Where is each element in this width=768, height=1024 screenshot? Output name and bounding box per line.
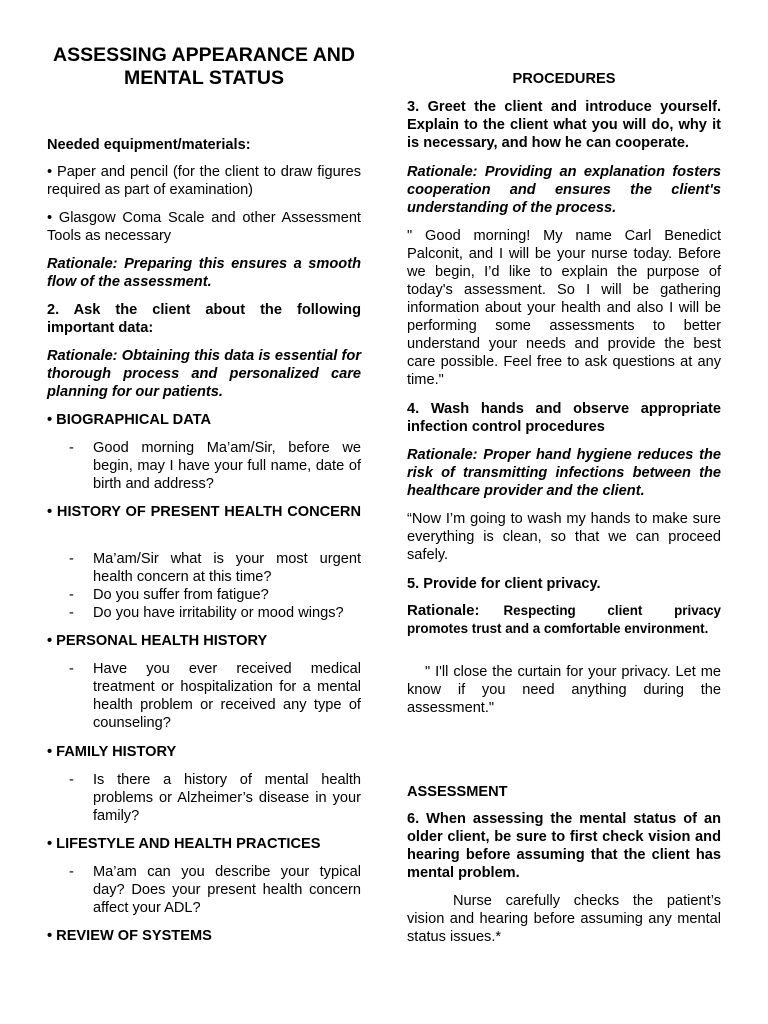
list-item: - Ma’am can you describe your typical day? Does your present health concern affect your ADL? [69, 864, 361, 916]
list-item: - Have you ever received medical treatment or hospitalization for a mental health problem or received any type of counseling? [69, 661, 361, 731]
rationale-privacy-text: Respecting client privacy promotes trust and a comfortable environment. [407, 603, 721, 636]
page-title: ASSESSING APPEARANCE AND MENTAL STATUS [53, 44, 355, 89]
list-item: - Do you have irritability or mood wings? [69, 605, 344, 621]
question-list [47, 550, 361, 622]
question-list [47, 660, 361, 732]
section-heading-personal-health: • PERSONAL HEALTH HISTORY [47, 633, 268, 649]
step-2: 2. Ask the client about the following important data: [47, 302, 361, 336]
rationale-preparing: Rationale: Preparing this ensures a smooth flow of the assessment. [47, 256, 361, 290]
hand-wash-script: “Now I’m going to wash my hands to make sure everything is clean, so that we can proceed safely. [407, 511, 721, 563]
equipment-item: • Paper and pencil (for the client to draw figures required as part of examination) [47, 164, 361, 198]
privacy-script: " I'll close the curtain for your privacy. Let me know if you need anything during the assessment." [407, 664, 721, 716]
section-heading-biographical: • BIOGRAPHICAL DATA [47, 412, 212, 428]
section-heading-family-history: • FAMILY HISTORY [47, 744, 177, 760]
section-heading-lifestyle: • LIFESTYLE AND HEALTH PRACTICES [47, 836, 321, 852]
list-item: - Good morning Ma’am/Sir, before we begin, may I have your full name, date of birth and address? [69, 440, 361, 492]
list-item: - Ma’am/Sir what is your most urgent health concern at this time? [69, 551, 361, 585]
step-5: 5. Provide for client privacy. [407, 576, 601, 592]
list-item: - Do you suffer from fatigue? [69, 587, 269, 603]
assessment-heading: ASSESSMENT [407, 784, 508, 800]
vision-hearing-note: Nurse carefully checks the patient’s vision and hearing before assuming any mental status issues.* [407, 893, 721, 945]
step-3: 3. Greet the client and introduce yourself. Explain to the client what you will do, why it is necessary, and how he can cooperate. [407, 99, 721, 151]
step-6: 6. When assessing the mental status of an older client, be sure to first check vision and hearing before assuming that the client has mental problem. [407, 811, 721, 881]
nurse-greeting-script: " Good morning! My name Carl Benedict Palconit, and I will be your nurse today. Before we begin, I’d like to explain the purpose of today's assessment. So I will be gathering information about your health and also I will be performing some assessments to better understand your needs and provide the best care possible. Feel free to ask questions at any time." [407, 228, 721, 388]
procedures-title: PROCEDURES [512, 71, 616, 87]
rationale-label: Rationale: [407, 602, 480, 619]
rationale-explanation: Rationale: Providing an explanation fosters cooperation and ensures the client's understanding of the process. [407, 164, 721, 216]
section-heading-present-health: • HISTORY OF PRESENT HEALTH CONCERN [47, 504, 361, 520]
question-list [47, 863, 361, 917]
rationale-hand-hygiene: Rationale: Proper hand hygiene reduces the risk of transmitting infections between the healthcare provider and the client. [407, 447, 721, 499]
question-list [47, 439, 361, 493]
rationale-privacy [407, 602, 721, 638]
list-item: - Is there a history of mental health problems or Alzheimer’s disease in your family? [69, 772, 361, 824]
rationale-obtaining-data: Rationale: Obtaining this data is essential for thorough process and personalized care planning for our patients. [47, 348, 361, 400]
step-4: 4. Wash hands and observe appropriate infection control procedures [407, 401, 721, 435]
section-heading-review-of-systems: • REVIEW OF SYSTEMS [47, 928, 212, 944]
question-list [47, 771, 361, 825]
equipment-item: • Glasgow Coma Scale and other Assessment Tools as necessary [47, 210, 361, 244]
equipment-heading: Needed equipment/materials: [47, 137, 251, 153]
